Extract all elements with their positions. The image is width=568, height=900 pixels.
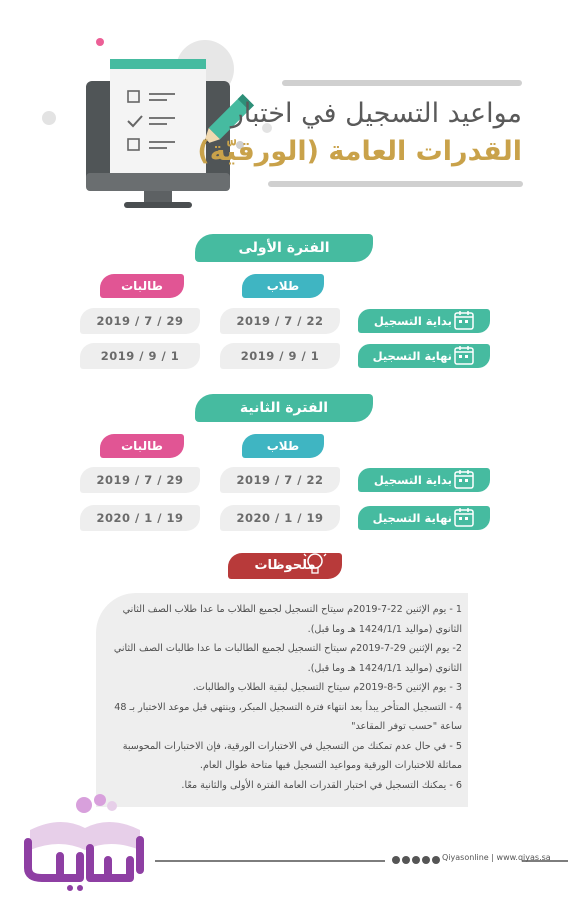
column-male-tag: طلاب xyxy=(242,274,324,298)
notes-list xyxy=(100,600,462,795)
column-male-tag: طلاب xyxy=(242,434,324,458)
footer-contact xyxy=(442,853,551,862)
period-2-start-male: 2019 / 7 / 22 xyxy=(220,467,340,493)
period-2-start-female: 2019 / 7 / 29 xyxy=(80,467,200,493)
footer-rule xyxy=(155,860,385,862)
notes-title: ملحوظات xyxy=(228,553,342,579)
note-item: 5 - في حال عدم تمكنك من التسجيل في الاختبارات الورقية، فإن الاختبارات المحوسبة مماثلة للاختبارات الورقية ومواعيد التسجيل فيها متاحة طوال العام. xyxy=(122,740,462,771)
period-2-end-female: 2020 / 1 / 19 xyxy=(80,505,200,531)
footer-website[interactable]: www.qiyas.sa xyxy=(496,853,551,862)
calendar-icon xyxy=(453,309,475,331)
youtube-icon[interactable] xyxy=(412,856,420,864)
calendar-icon xyxy=(453,468,475,490)
period-1-start-male: 2019 / 7 / 22 xyxy=(220,308,340,334)
social-icons xyxy=(392,856,440,864)
row-start-label: بداية التسجيل xyxy=(358,309,490,333)
note-item: 4 - التسجيل المتأخر يبدأ بعد انتهاء فترة التسجيل المبكر، وينتهي قبل موعد الاختبار بـ 48 ساعة "حسب توفر المقاعد" xyxy=(114,701,462,732)
row-end-label: نهاية التسجيل xyxy=(358,506,490,530)
linkedin-icon[interactable] xyxy=(432,856,440,864)
note-item: 1 - يوم الإثنين 22-7-2019م سيتاح التسجيل لجميع الطلاب ما عدا طلاب الصف الثاني الثانوي (مواليد 1424/1/1 هـ وما قبل). xyxy=(122,604,462,635)
decor-circle xyxy=(42,111,56,125)
decor-dot xyxy=(96,38,104,46)
note-item: 3 - يوم الإثنين 5-8-2019م سيتاح التسجيل لبقية الطلاب والطالبات. xyxy=(192,682,462,693)
period-1-end-male: 2019 / 9 / 1 xyxy=(220,343,340,369)
header-rule xyxy=(282,80,522,86)
column-female-tag: طالبات xyxy=(100,434,184,458)
footer-separator: | xyxy=(491,853,494,862)
row-start-label: بداية التسجيل xyxy=(358,468,490,492)
lightbulb-icon xyxy=(300,546,330,580)
period-2-end-male: 2020 / 1 / 19 xyxy=(220,505,340,531)
page-title: مواعيد التسجيل في اختبار xyxy=(230,98,522,129)
row-end-label: نهاية التسجيل xyxy=(358,344,490,368)
note-item: 6 - يمكنك التسجيل في اختبار القدرات العامة الفترة الأولى والثانية معًا. xyxy=(181,779,462,791)
column-female-tag: طالبات xyxy=(100,274,184,298)
page-subtitle: القدرات العامة (الورقيّة) xyxy=(197,136,522,167)
header-rule xyxy=(268,181,523,187)
period-2-title: الفترة الثانية xyxy=(195,394,373,422)
site-logo xyxy=(20,790,170,895)
period-1-start-female: 2019 / 7 / 29 xyxy=(80,308,200,334)
twitter-icon[interactable] xyxy=(402,856,410,864)
period-1-end-female: 2019 / 9 / 1 xyxy=(80,343,200,369)
facebook-icon[interactable] xyxy=(392,856,400,864)
calendar-icon xyxy=(453,506,475,528)
note-item: 2- يوم الإثنين 29-7-2019م سيتاح التسجيل لجميع الطالبات ما عدا طالبات الصف الثاني الثانوي (مواليد 1424/1/1 هـ وما قبل). xyxy=(113,643,462,674)
period-1-title: الفترة الأولى xyxy=(195,234,373,262)
calendar-icon xyxy=(453,344,475,366)
instagram-icon[interactable] xyxy=(422,856,430,864)
footer-handle[interactable]: Qiyasonline xyxy=(442,853,489,862)
